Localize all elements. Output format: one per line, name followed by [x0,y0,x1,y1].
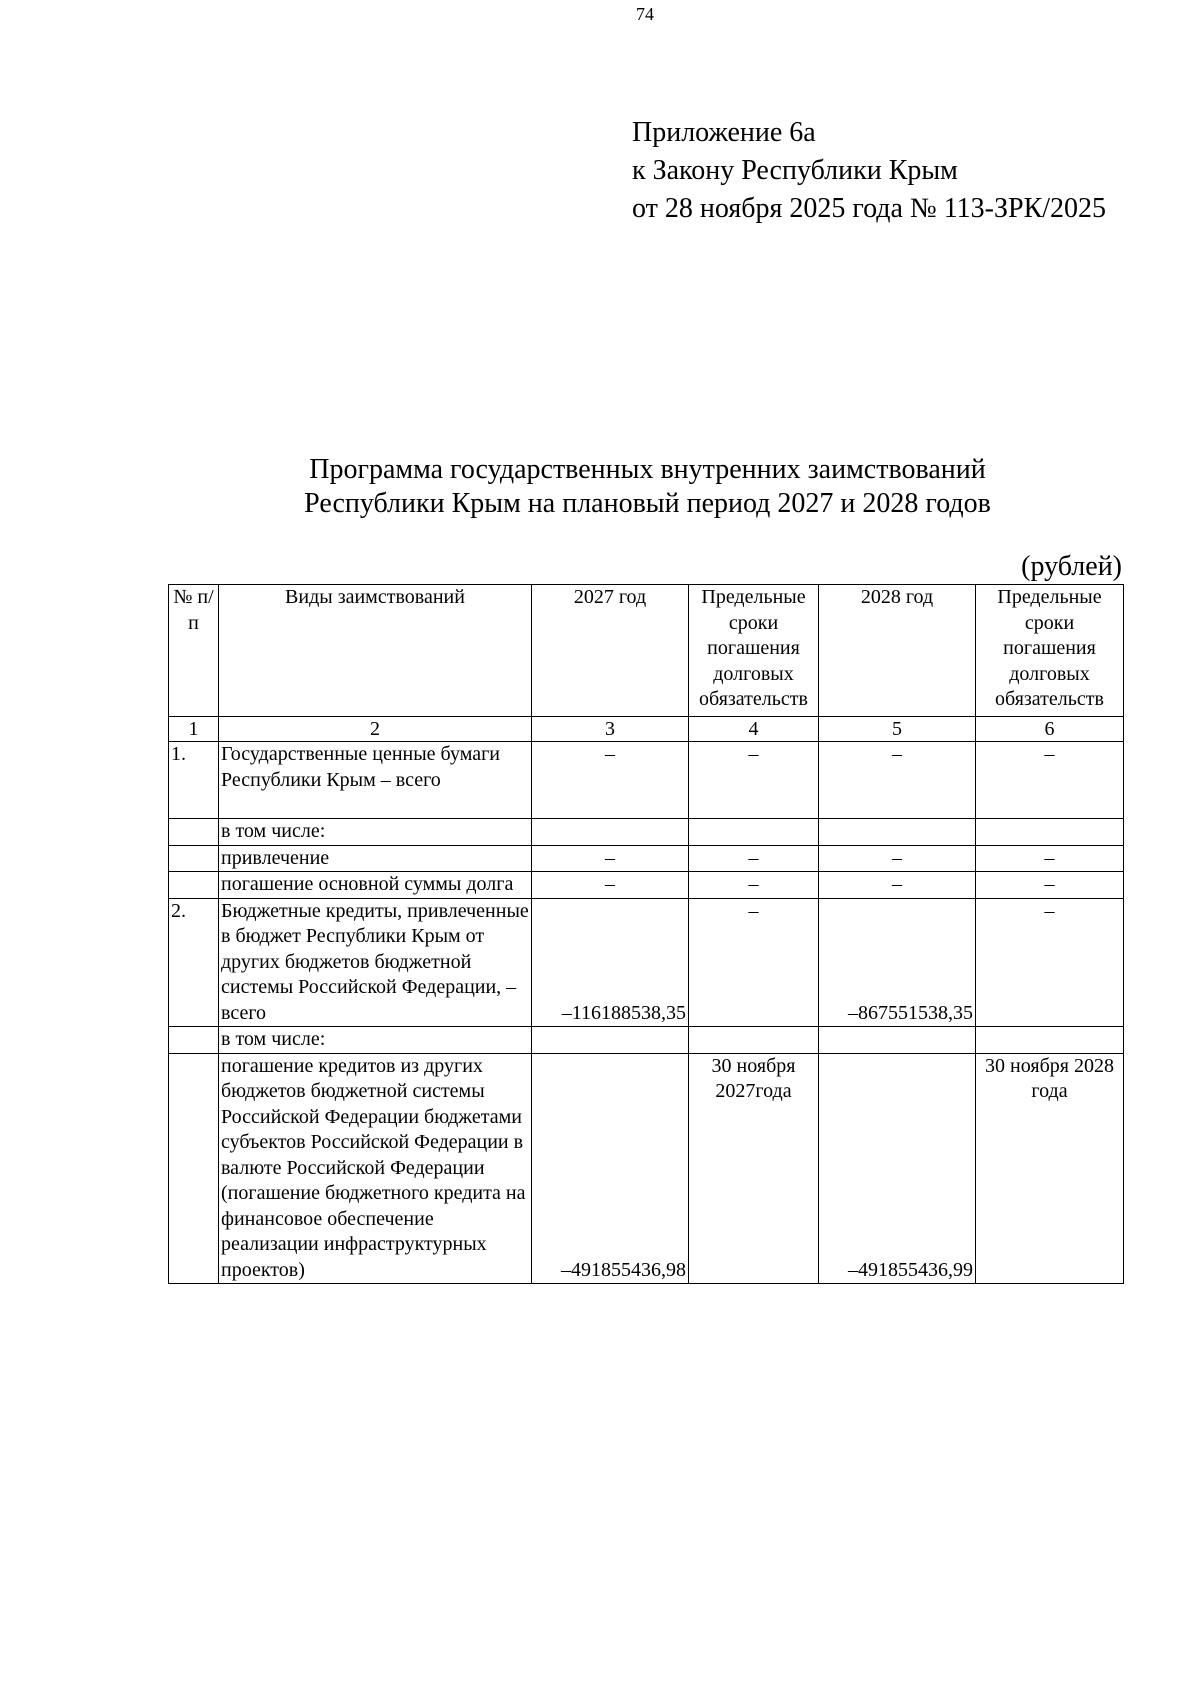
table-row [169,819,1124,846]
row-value-2027: –116188538,35 [532,898,689,1027]
title-line-2: Республики Крым на плановый период 2027 и 2028 годов [304,488,991,519]
row-number [169,1027,219,1054]
row-term-2028: – [976,872,1124,899]
appendix-line-3: от 28 ноября 2025 года № 113-ЗРК/2025 [632,193,1107,224]
appendix-line-2: к Закону Республики Крым [632,155,958,186]
row-kind: привлечение [219,845,532,872]
row-number [169,845,219,872]
units-label: (рублей) [1021,551,1122,582]
row-value-2028 [819,819,976,846]
table-row [169,1053,1124,1284]
row-number [169,1053,219,1284]
appendix-header [632,114,1106,228]
table-row [169,872,1124,899]
column-number: 5 [819,717,976,742]
row-value-2028: – [819,872,976,899]
row-value-2028: –867551538,35 [819,898,976,1027]
page-number: 74 [636,4,654,24]
column-number-row [169,717,1124,742]
table-row [169,742,1124,819]
header-term-2028: Предельные сроки погашения долговых обязательств [976,585,1124,717]
row-term-2028: – [976,898,1124,1027]
header-2027: 2027 год [532,585,689,717]
table-row [169,898,1124,1027]
row-value-2028: – [819,742,976,819]
row-kind: погашение кредитов из других бюджетов бюджетной системы Российской Федерации бюджетами субъектов Российской Федерации в валюте Российской Федерации (погашение бюджетного кредита на финансовое обеспечение реализации инфраструктурных проектов) [219,1053,532,1284]
column-number: 6 [976,717,1124,742]
row-term-2027 [689,1027,819,1054]
row-term-2027 [689,819,819,846]
row-value-2027 [532,1027,689,1054]
document-title [180,453,1115,521]
row-value-2027: – [532,742,689,819]
row-value-2028: –491855436,99 [819,1053,976,1284]
row-term-2028: – [976,742,1124,819]
header-term-2027: Предельные сроки погашения долговых обязательств [689,585,819,717]
column-number: 2 [219,717,532,742]
row-term-2027: – [689,742,819,819]
row-value-2028: – [819,845,976,872]
borrowings-table [168,584,1124,1284]
row-number [169,819,219,846]
row-term-2028: – [976,845,1124,872]
column-number: 3 [532,717,689,742]
row-term-2027: 30 ноября 2027года [689,1053,819,1284]
row-kind: в том числе: [219,1027,532,1054]
table-header-row [169,585,1124,717]
row-value-2027 [532,819,689,846]
row-kind: Государственные ценные бумаги Республики Крым – всего [219,742,532,819]
header-kind: Виды заимствований [219,585,532,717]
table-row [169,1027,1124,1054]
header-2028: 2028 год [819,585,976,717]
row-kind: погашение основной суммы долга [219,872,532,899]
column-number: 1 [169,717,219,742]
row-value-2028 [819,1027,976,1054]
row-term-2028: 30 ноября 2028 года [976,1053,1124,1284]
row-kind: Бюджетные кредиты, привлеченные в бюджет Республики Крым от других бюджетов бюджетной системы Российской Федерации, – всего [219,898,532,1027]
row-term-2027: – [689,872,819,899]
appendix-line-1: Приложение 6а [632,117,816,148]
row-number: 1. [169,742,219,819]
row-value-2027: –491855436,98 [532,1053,689,1284]
row-term-2028 [976,819,1124,846]
column-number: 4 [689,717,819,742]
row-term-2027: – [689,898,819,1027]
row-number: 2. [169,898,219,1027]
table-row [169,845,1124,872]
row-number [169,872,219,899]
row-term-2027: – [689,845,819,872]
row-value-2027: – [532,845,689,872]
row-kind: в том числе: [219,819,532,846]
header-no: № п/п [169,585,219,717]
row-term-2028 [976,1027,1124,1054]
row-value-2027: – [532,872,689,899]
title-line-1: Программа государственных внутренних заимствований [309,454,986,485]
